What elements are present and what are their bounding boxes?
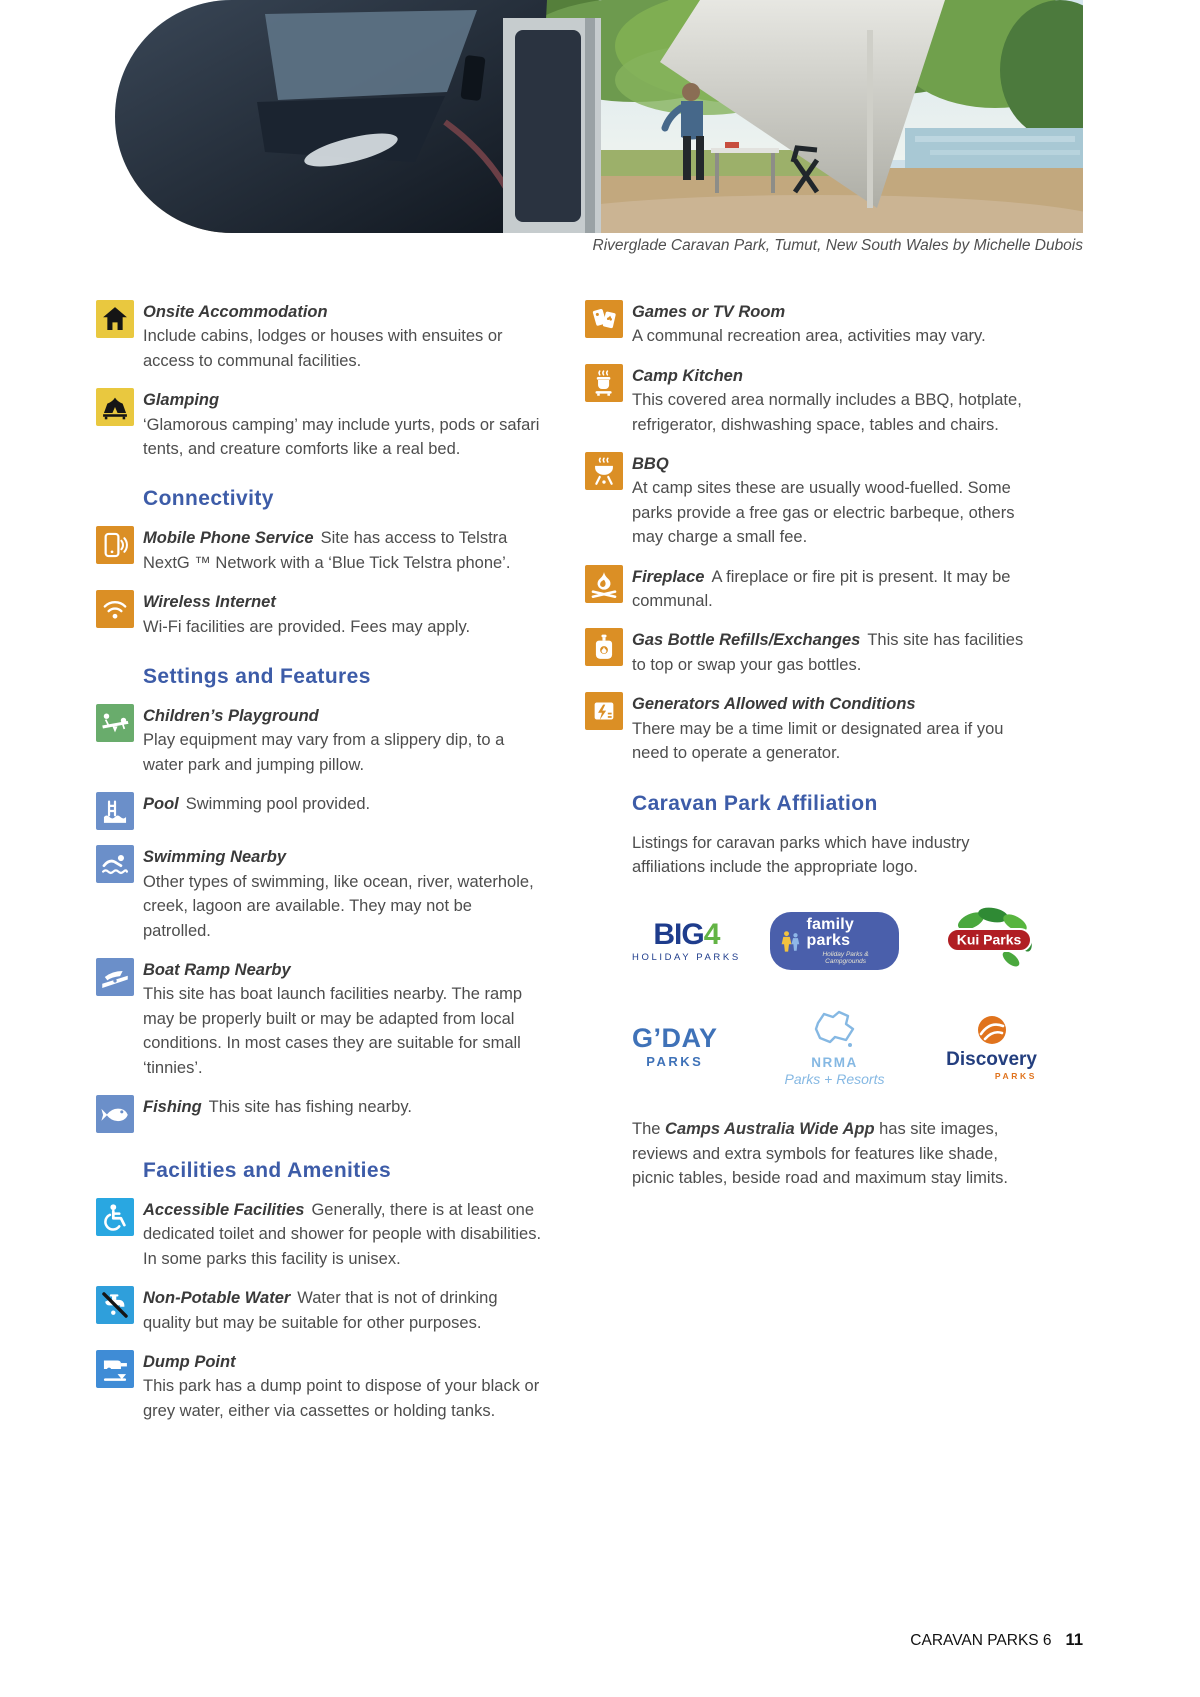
family-figures-icon: [780, 927, 801, 955]
app-note-suffix: has site images, reviews and extra symbols for features like shade, picnic tables, beside road and maximum stay limits.: [632, 1120, 1008, 1188]
item-text-block: [143, 1095, 544, 1133]
house-icon: [96, 300, 134, 338]
item-text-block: [143, 792, 544, 830]
glamping-tent-icon: [96, 388, 134, 426]
legend-item-wireless-internet: [96, 590, 544, 639]
nrma-logo-subtext: Parks + Resorts: [784, 1071, 885, 1088]
photo-caption: Riverglade Caravan Park, Tumut, New South Wales by Michelle Dubois: [592, 237, 1083, 254]
mobile-phone-icon: [96, 526, 134, 564]
item-text-block: [143, 1198, 544, 1271]
item-text: Water that is not of drinking quality but may be suitable for other purposes.: [143, 1289, 498, 1332]
legend-left-column: [96, 300, 544, 1438]
section-heading-caravan-park-affiliation: Caravan Park Affiliation: [632, 791, 878, 815]
item-label: Mobile Phone Service: [143, 529, 314, 548]
item-label: Gas Bottle Refills/Exchanges: [632, 631, 861, 650]
family-parks-logo: [770, 912, 898, 970]
legend-item-dump-point: [96, 1350, 544, 1423]
item-label: Fireplace: [632, 567, 705, 586]
app-note-emphasis: Camps Australia Wide App: [665, 1120, 875, 1139]
discovery-logo-text: Discovery: [946, 1049, 1037, 1071]
generator-icon: [585, 692, 623, 730]
page-footer: [910, 1631, 1083, 1650]
item-label: Fishing: [143, 1097, 202, 1116]
affiliation-intro: Listings for caravan parks which have industry affiliations include the appropriate logo.: [632, 833, 970, 876]
gday-parks-logo: [632, 1025, 718, 1069]
legend-item-boat-ramp-nearby: [96, 958, 544, 1080]
australia-outline-icon: [806, 1007, 862, 1049]
item-text: Wi-Fi facilities are provided. Fees may apply.: [143, 617, 471, 636]
section-heading-connectivity: Connectivity: [143, 487, 274, 511]
legend-item-non-potable-water: [96, 1286, 544, 1335]
item-text: This site has fishing nearby.: [208, 1097, 412, 1116]
item-text: This park has a dump point to dispose of your black or grey water, either via cassettes or holding tanks.: [143, 1377, 540, 1420]
item-text-block: [143, 1286, 544, 1335]
item-text-block: [632, 628, 1037, 677]
legend-item-generators-allowed: [585, 692, 1037, 765]
item-label: Non-Potable Water: [143, 1289, 291, 1308]
discovery-swirl-icon: [975, 1013, 1009, 1047]
footer-page-number: 11: [1065, 1631, 1083, 1649]
item-text: At camp sites these are usually wood-fuelled. Some parks provide a free gas or electric barbeque, others may charge a small fee.: [632, 479, 1015, 547]
app-note-paragraph: [632, 1117, 1037, 1190]
cooking-pot-icon: [585, 364, 623, 402]
item-label: BBQ: [632, 455, 669, 474]
big4-logo-text: BIG: [653, 917, 704, 951]
item-text: A fireplace or fire pit is present. It may be communal.: [632, 567, 1011, 611]
item-label: Onsite Accommodation: [143, 303, 328, 321]
discovery-logo-subtext: PARKS: [994, 1071, 1037, 1082]
kui-parks-logo-text: Kui Parks: [956, 931, 1022, 948]
legend-item-camp-kitchen: [585, 364, 1037, 437]
section-heading-settings-and-features: Settings and Features: [143, 665, 371, 689]
item-label: Wireless Internet: [143, 593, 276, 612]
item-label: Pool: [143, 795, 179, 814]
bbq-grill-icon: [585, 452, 623, 490]
pool-icon: [96, 792, 134, 830]
item-label: Swimming Nearby: [143, 848, 287, 867]
item-text: ‘Glamorous camping’ may include yurts, pods or safari tents, and creature comforts like a real bed.: [143, 415, 540, 459]
item-text: Other types of swimming, like ocean, river, waterhole, creek, lagoon are available. They may not be patrolled.: [143, 872, 534, 940]
swimmer-icon: [96, 845, 134, 883]
kui-parks-logo: [941, 905, 1037, 977]
legend-item-mobile-phone-service: [96, 526, 544, 575]
legend-item-onsite-accommodation: [96, 300, 544, 373]
item-text: This site has boat launch facilities nearby. The ramp may be properly built or may be adapted from local conditions. In most cases they are suitable for small ‘tinnies’.: [143, 985, 523, 1077]
playing-cards-icon: [585, 300, 623, 338]
item-label: Camp Kitchen: [632, 366, 743, 385]
item-label: Boat Ramp Nearby: [143, 960, 291, 979]
legend-item-accessible-facilities: [96, 1198, 544, 1271]
campfire-icon: [585, 565, 623, 603]
legend-item-fishing: [96, 1095, 544, 1133]
item-text: This site has facilities to top or swap your gas bottles.: [632, 631, 1024, 674]
item-text: Site has access to Telstra NextG ™ Network with a ‘Blue Tick Telstra phone’.: [143, 529, 511, 572]
item-text: This covered area normally includes a BBQ, hotplate, refrigerator, dishwashing space, tables and chairs.: [632, 391, 1022, 434]
legend-item-fireplace: [585, 565, 1037, 614]
boat-ramp-icon: [96, 958, 134, 996]
legend-right-column: [585, 300, 1037, 1191]
family-parks-logo-subtext: Holiday Parks & Campgrounds: [822, 951, 869, 966]
dump-point-icon: [96, 1350, 134, 1388]
legend-item-swimming-nearby: [96, 845, 544, 943]
big4-logo-four: 4: [703, 917, 720, 951]
item-text-block: [143, 526, 544, 575]
item-label: Games or TV Room: [632, 303, 786, 321]
item-text-block: [632, 565, 1037, 614]
wheelchair-icon: [96, 1198, 134, 1236]
gday-logo-text: G’DAY: [632, 1023, 718, 1054]
legend-item-gas-bottle-refills: [585, 628, 1037, 677]
section-heading-facilities-and-amenities: Facilities and Amenities: [143, 1158, 392, 1182]
discovery-parks-logo: [946, 1013, 1037, 1081]
item-text: Play equipment may vary from a slippery dip, to a water park and jumping pillow.: [143, 731, 505, 774]
nrma-parks-resorts-logo: [785, 1007, 885, 1087]
legend-item-bbq: [585, 452, 1037, 550]
item-label: Glamping: [143, 391, 220, 410]
no-drinking-water-icon: [96, 1286, 134, 1324]
legend-item-pool: [96, 792, 544, 830]
item-text: Generally, there is at least one dedicated toilet and shower for people with disabilities. In some parks this facility is unisex.: [143, 1200, 542, 1268]
campsite-scene-illustration: [115, 0, 1083, 233]
item-text: A communal recreation area, activities may vary.: [632, 327, 986, 346]
item-label: Generators Allowed with Conditions: [632, 695, 916, 714]
gas-bottle-icon: [585, 628, 623, 666]
item-text: Swimming pool provided.: [185, 795, 371, 814]
hero-photo: [115, 0, 1083, 233]
app-note-prefix: The: [632, 1120, 666, 1139]
footer-book-title: CARAVAN PARKS 6: [910, 1632, 1052, 1649]
item-label: Dump Point: [143, 1352, 236, 1371]
playground-icon: [96, 704, 134, 742]
legend-item-childrens-playground: [96, 704, 544, 777]
big4-logo-subtext: HOLIDAY PARKS: [632, 951, 741, 963]
big4-holiday-parks-logo: [632, 917, 741, 963]
wifi-icon: [96, 590, 134, 628]
item-text: Include cabins, lodges or houses with ensuites or access to communal facilities.: [143, 327, 503, 370]
gday-logo-subtext: PARKS: [646, 1054, 704, 1070]
legend-item-glamping: [96, 388, 544, 461]
family-parks-logo-text: family parks: [806, 916, 854, 950]
fish-icon: [96, 1095, 134, 1133]
nrma-logo-text: NRMA: [811, 1055, 858, 1071]
legend-item-games-or-tv-room: [585, 300, 1037, 349]
item-label: Accessible Facilities: [143, 1200, 305, 1219]
item-label: Children’s Playground: [143, 707, 319, 726]
affiliation-logo-grid: [632, 905, 1037, 1087]
item-text: There may be a time limit or designated area if you need to operate a generator.: [632, 719, 1004, 763]
